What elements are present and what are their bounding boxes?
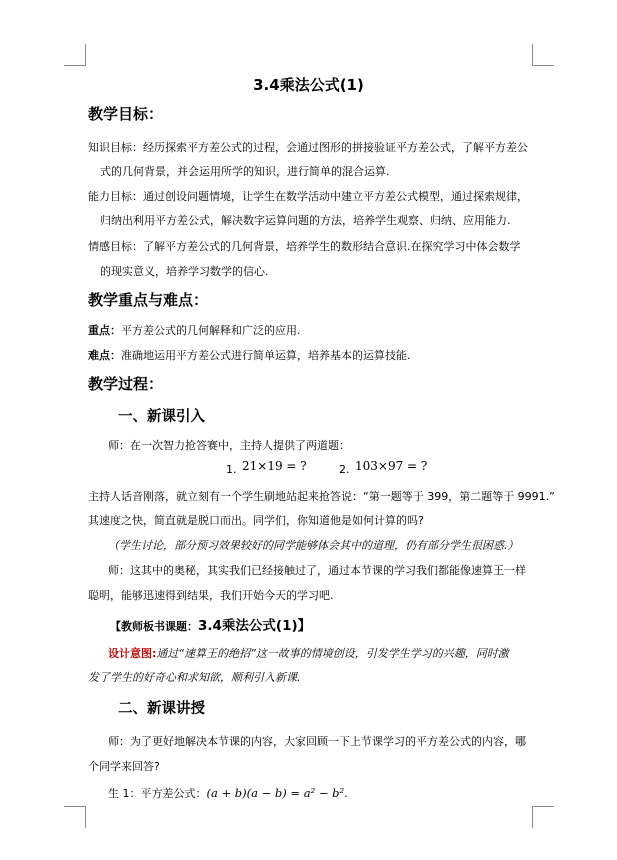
crop-mark (85, 44, 86, 66)
difficulty-text: 准确地运用平方差公式进行简单运算，培养基本的运算技能. (121, 349, 411, 362)
board-title-line (110, 614, 311, 634)
question-1-number: 1. (226, 463, 237, 476)
design-intent-text-1: 通过“速算王的绝招”这一故事的情境创设，引发学生学习的兴趣，同时激 (156, 647, 509, 660)
design-intent-label: 设计意图: (108, 647, 157, 660)
crop-mark (64, 806, 86, 807)
teacher-line-2: 聪明，能够迅速得到结果，我们开始今天的学习吧. (88, 589, 334, 602)
process-heading: 教学过程： (88, 375, 164, 393)
board-label: 【教师板书课题： (110, 620, 198, 633)
question-1-expression: 21×19 = ? (242, 459, 307, 473)
difficulty-line (88, 347, 411, 363)
knowledge-objective-line-1: 知识目标：经历探索平方差公式的过程，会通过图形的拼接验证平方差公式，了解平方差公 (88, 141, 528, 154)
question-2-expression: 103×97 = ? (355, 459, 428, 473)
ability-objective-line-1: 能力目标：通过创设问题情境，让学生在数学活动中建立平方差公式模型，通过探索规律， (88, 190, 528, 203)
formula: (a + b)(a − b) = a² − b² (206, 786, 345, 800)
discussion-note: （学生讨论，部分预习效果较好的同学能够体会其中的道理，仍有部分学生很困惑.） (108, 539, 519, 552)
document-title: 3.4乘法公式(1) (253, 76, 364, 94)
emotion-objective-line-2: 的现实意义，培养学习数学的信心. (100, 265, 269, 278)
crop-mark (85, 806, 86, 828)
teacher-line-1: 师：这其中的奥秘，其实我们已经接触过了，通过本节课的学习我们都能像速算王一样 (108, 564, 526, 577)
crop-mark (532, 806, 533, 828)
story-line-2: 其速度之快，简直就是脱口而出。同学们，你知道他是如何计算的吗? (88, 514, 424, 527)
student-answer-label: 生 1：平方差公式： (108, 787, 207, 800)
student-answer-line (108, 782, 348, 801)
crop-mark (64, 65, 86, 66)
emotion-objective-line-1: 情感目标：了解平方差公式的几何背景，培养学生的数形结合意识.在探究学习中体会数学 (88, 240, 521, 253)
key-point-line (88, 322, 301, 338)
key-point-label: 重点： (88, 324, 121, 337)
difficulty-label: 难点： (88, 349, 121, 362)
lecture-line-2: 个同学来回答? (88, 760, 160, 773)
design-intent-line-2: 发了学生的好奇心和求知欲，顺利引入新课. (88, 671, 301, 684)
design-intent-line-1 (108, 645, 509, 661)
board-title: 3.4乘法公式(1)】 (198, 618, 312, 634)
formula-end: . (344, 787, 348, 800)
crop-mark (532, 65, 554, 66)
story-line-1: 主持人话音刚落，就立刻有一个学生刷地站起来抢答说：“第一题等于 399，第二题等于 9991.” (88, 490, 555, 503)
crop-mark (532, 44, 533, 66)
objectives-heading: 教学目标： (88, 105, 164, 123)
intro-line: 师：在一次智力抢答赛中，主持人提供了两道题： (108, 439, 350, 452)
ability-objective-line-2: 归纳出利用平方差公式，解决数字运算问题的方法，培养学生观察、归纳、应用能力. (100, 214, 511, 227)
keypoints-heading: 教学重点与难点： (88, 291, 209, 309)
lecture-line-1: 师：为了更好地解决本节课的内容，大家回顾一下上节课学习的平方差公式的内容，哪 (108, 735, 526, 748)
question-2-number: 2. (339, 463, 350, 476)
knowledge-objective-line-2: 式的几何背景，并会运用所学的知识，进行简单的混合运算. (100, 165, 390, 178)
part2-heading: 二、新课讲授 (118, 701, 205, 717)
crop-mark (532, 806, 554, 807)
part1-heading: 一、新课引入 (118, 409, 205, 425)
key-point-text: 平方差公式的几何解释和广泛的应用. (121, 324, 301, 337)
